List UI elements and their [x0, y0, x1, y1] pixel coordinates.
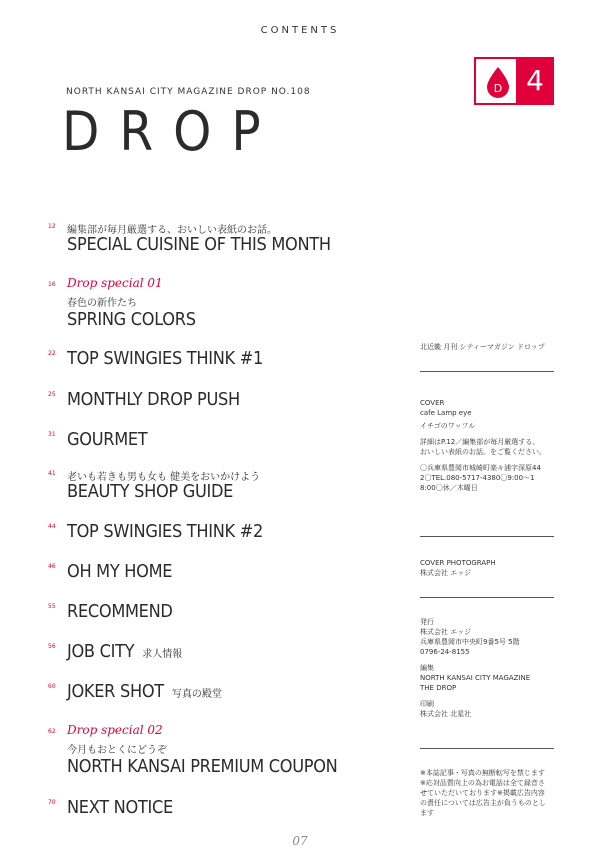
entry-heading-text[interactable]: JOB CITY — [67, 641, 135, 662]
print-label: 印刷 — [420, 700, 434, 708]
page-number: 60 — [48, 683, 56, 690]
entry-subtitle: 春色の新作たち — [67, 298, 137, 309]
publisher-address: 兵庫県豊岡市中央町9番5号 5階 — [420, 638, 520, 646]
cover-address: 〇兵庫県豊岡市城崎町楽々浦字深原44 — [420, 464, 541, 472]
cover-label: COVER — [420, 399, 445, 407]
entry-heading[interactable]: MONTHLY DROP PUSH — [67, 389, 240, 410]
magazine-title: DROP — [62, 100, 281, 163]
cover-item: イチゴのワッフル — [420, 422, 476, 430]
magazine-issue-line: NORTH KANSAI CITY MAGAZINE DROP NO.108 — [66, 87, 311, 97]
divider — [420, 597, 554, 598]
entry-heading[interactable]: SPRING COLORS — [67, 309, 196, 330]
entry-subtitle: 編集部が毎月厳選する、おいしい表紙のお話。 — [67, 225, 277, 236]
badge-letter: D — [493, 82, 503, 95]
entry-heading-text[interactable]: JOKER SHOT — [67, 681, 164, 702]
entry-heading[interactable] — [67, 641, 182, 662]
notice-line: せていただいております※掲載広告内容 — [420, 789, 545, 797]
page-number: 44 — [48, 523, 56, 530]
photo-credit — [420, 558, 556, 578]
divider — [420, 748, 554, 749]
publication-title: 北近畿 月刊 シティーマガジン ドロップ — [420, 343, 545, 351]
divider — [420, 371, 554, 372]
page-number: 46 — [48, 563, 56, 570]
contents-heading: CONTENTS — [260, 25, 340, 36]
cover-detail: 詳細はP.12／編集部が毎月厳選する、 — [420, 438, 540, 446]
legal-notice — [420, 768, 556, 818]
page-number: 56 — [48, 643, 56, 650]
notice-line: ※本誌記事・写真の無断転写を禁じます — [420, 769, 545, 777]
entry-heading[interactable]: TOP SWINGIES THINK #1 — [67, 348, 263, 369]
editor-name: NORTH KANSAI CITY MAGAZINE — [420, 674, 531, 682]
divider — [420, 536, 554, 537]
notice-line: の責任については広告主が負うものとし — [420, 799, 546, 807]
entry-heading[interactable]: BEAUTY SHOP GUIDE — [67, 481, 234, 502]
page-number: 62 — [48, 728, 56, 735]
page-number: 55 — [48, 603, 56, 610]
entry-heading[interactable]: GOURMET — [67, 429, 148, 450]
drop-icon — [484, 65, 512, 99]
publisher-company: 株式会社 エッジ — [420, 628, 472, 636]
cover-shop: cafe Lamp eye — [420, 409, 472, 417]
entry-subtitle: 老いも若きも男も女も 健美をおいかけよう — [67, 472, 261, 483]
publisher-label: 発行 — [420, 618, 434, 626]
entry-heading[interactable]: NORTH KANSAI PREMIUM COUPON — [67, 756, 338, 777]
cover-credit — [420, 398, 556, 493]
special-label: Drop special 02 — [67, 723, 163, 737]
page-number: 41 — [48, 470, 56, 477]
photo-label: COVER PHOTOGRAPH — [420, 559, 496, 567]
page-number: 70 — [48, 799, 56, 806]
cover-address: 2〇TEL.080-5717-4380〇9:00〜1 — [420, 474, 535, 482]
cover-detail: おいしい表紙のお話。をご覧ください。 — [420, 448, 546, 456]
issue-number: 4 — [516, 59, 554, 103]
page-number: 22 — [48, 350, 56, 357]
page-folio: 07 — [292, 834, 308, 848]
entry-heading[interactable]: TOP SWINGIES THINK #2 — [67, 521, 263, 542]
entry-note: 写真の殿堂 — [171, 689, 222, 700]
entry-heading[interactable]: OH MY HOME — [67, 561, 173, 582]
notice-line: ※応対品質向上の為お電話は全て録音さ — [420, 779, 545, 787]
entry-heading[interactable]: NEXT NOTICE — [67, 797, 173, 818]
entry-heading[interactable]: SPECIAL CUISINE OF THIS MONTH — [67, 234, 331, 255]
page-number: 12 — [48, 223, 56, 230]
special-label: Drop special 01 — [67, 276, 163, 290]
editor-name: THE DROP — [420, 684, 457, 692]
photo-company: 株式会社 エッジ — [420, 569, 472, 577]
print-company: 株式会社 北星社 — [420, 710, 472, 718]
page-number: 31 — [48, 431, 56, 438]
cover-address: 8:00〇休／木曜日 — [420, 484, 478, 492]
entry-heading[interactable]: RECOMMEND — [67, 601, 173, 622]
publisher-info — [420, 617, 556, 719]
page-number: 16 — [48, 281, 56, 288]
entry-heading[interactable] — [67, 681, 222, 702]
entry-note: 求人情報 — [142, 649, 183, 660]
page-number: 25 — [48, 391, 56, 398]
issue-badge — [474, 57, 554, 105]
notice-line: ます — [420, 809, 434, 817]
publisher-tel: 0796-24-8155 — [420, 648, 470, 656]
editor-label: 編集 — [420, 664, 434, 672]
entry-subtitle: 今月もおとくにどうぞ — [67, 745, 167, 756]
